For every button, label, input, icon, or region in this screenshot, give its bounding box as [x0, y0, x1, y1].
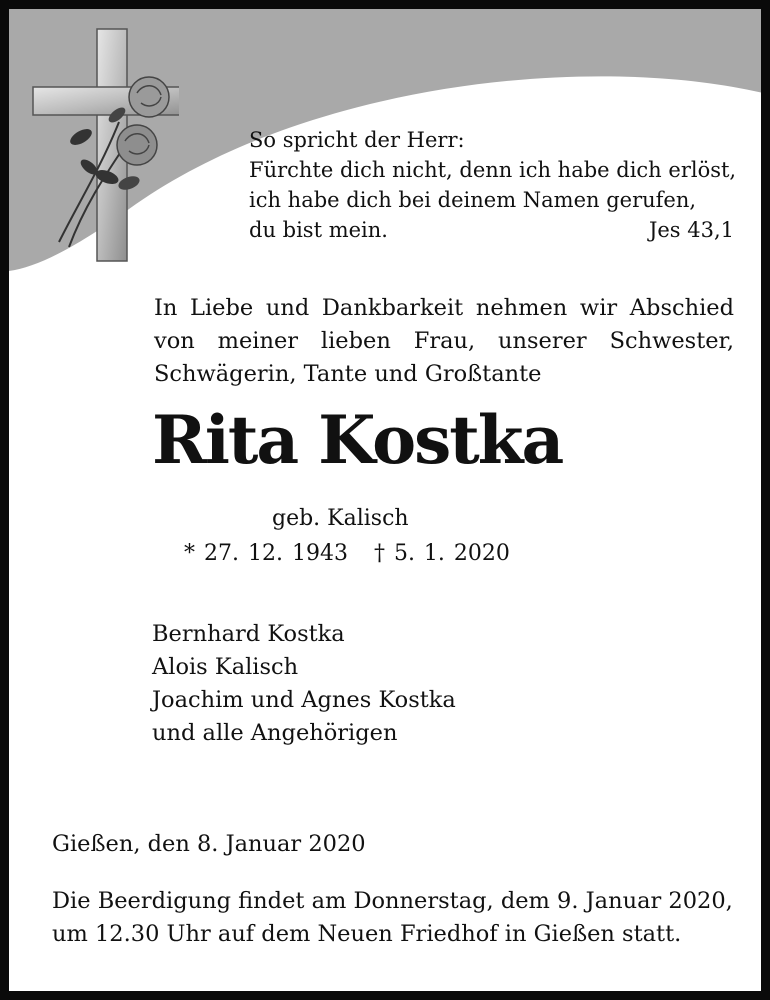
mourner: Joachim und Agnes Kostka [152, 687, 456, 713]
verse-line: Fürchte dich nicht, denn ich habe dich erlöst, [249, 158, 737, 182]
deceased-name: Rita Kostka [152, 401, 563, 479]
verse-reference: Jes 43,1 [648, 218, 734, 242]
verse-line: du bist mein. [249, 218, 388, 242]
verse-line: ich habe dich bei deinem Namen gerufen, [249, 188, 697, 212]
verse-last-line [249, 215, 734, 245]
farewell-intro: In Liebe und Dankbarkeit nehmen wir Abschied von meiner lieben Frau, unserer Schwester, Schwägerin, Tante und Großtante [154, 295, 734, 387]
cross-with-roses-icon [29, 27, 179, 267]
mourners-list [152, 618, 456, 750]
bible-verse [249, 125, 737, 245]
maiden-name: geb. Kalisch [272, 506, 409, 531]
mourner: und alle Angehörigen [152, 720, 398, 746]
life-dates [184, 541, 510, 566]
verse-line: So spricht der Herr: [249, 128, 465, 152]
place-and-date: Gießen, den 8. Januar 2020 [52, 831, 366, 857]
funeral-line: Die Beerdigung findet am Donnerstag, dem 9. Januar 2020, [52, 888, 733, 914]
funeral-line: um 12.30 Uhr auf dem Neuen Friedhof in Gießen statt. [52, 921, 682, 947]
death-date: † 5. 1. 2020 [373, 541, 510, 566]
birth-date: * 27. 12. 1943 [184, 541, 348, 566]
mourner: Alois Kalisch [152, 654, 299, 680]
mourner: Bernhard Kostka [152, 621, 345, 647]
funeral-info [52, 885, 737, 951]
